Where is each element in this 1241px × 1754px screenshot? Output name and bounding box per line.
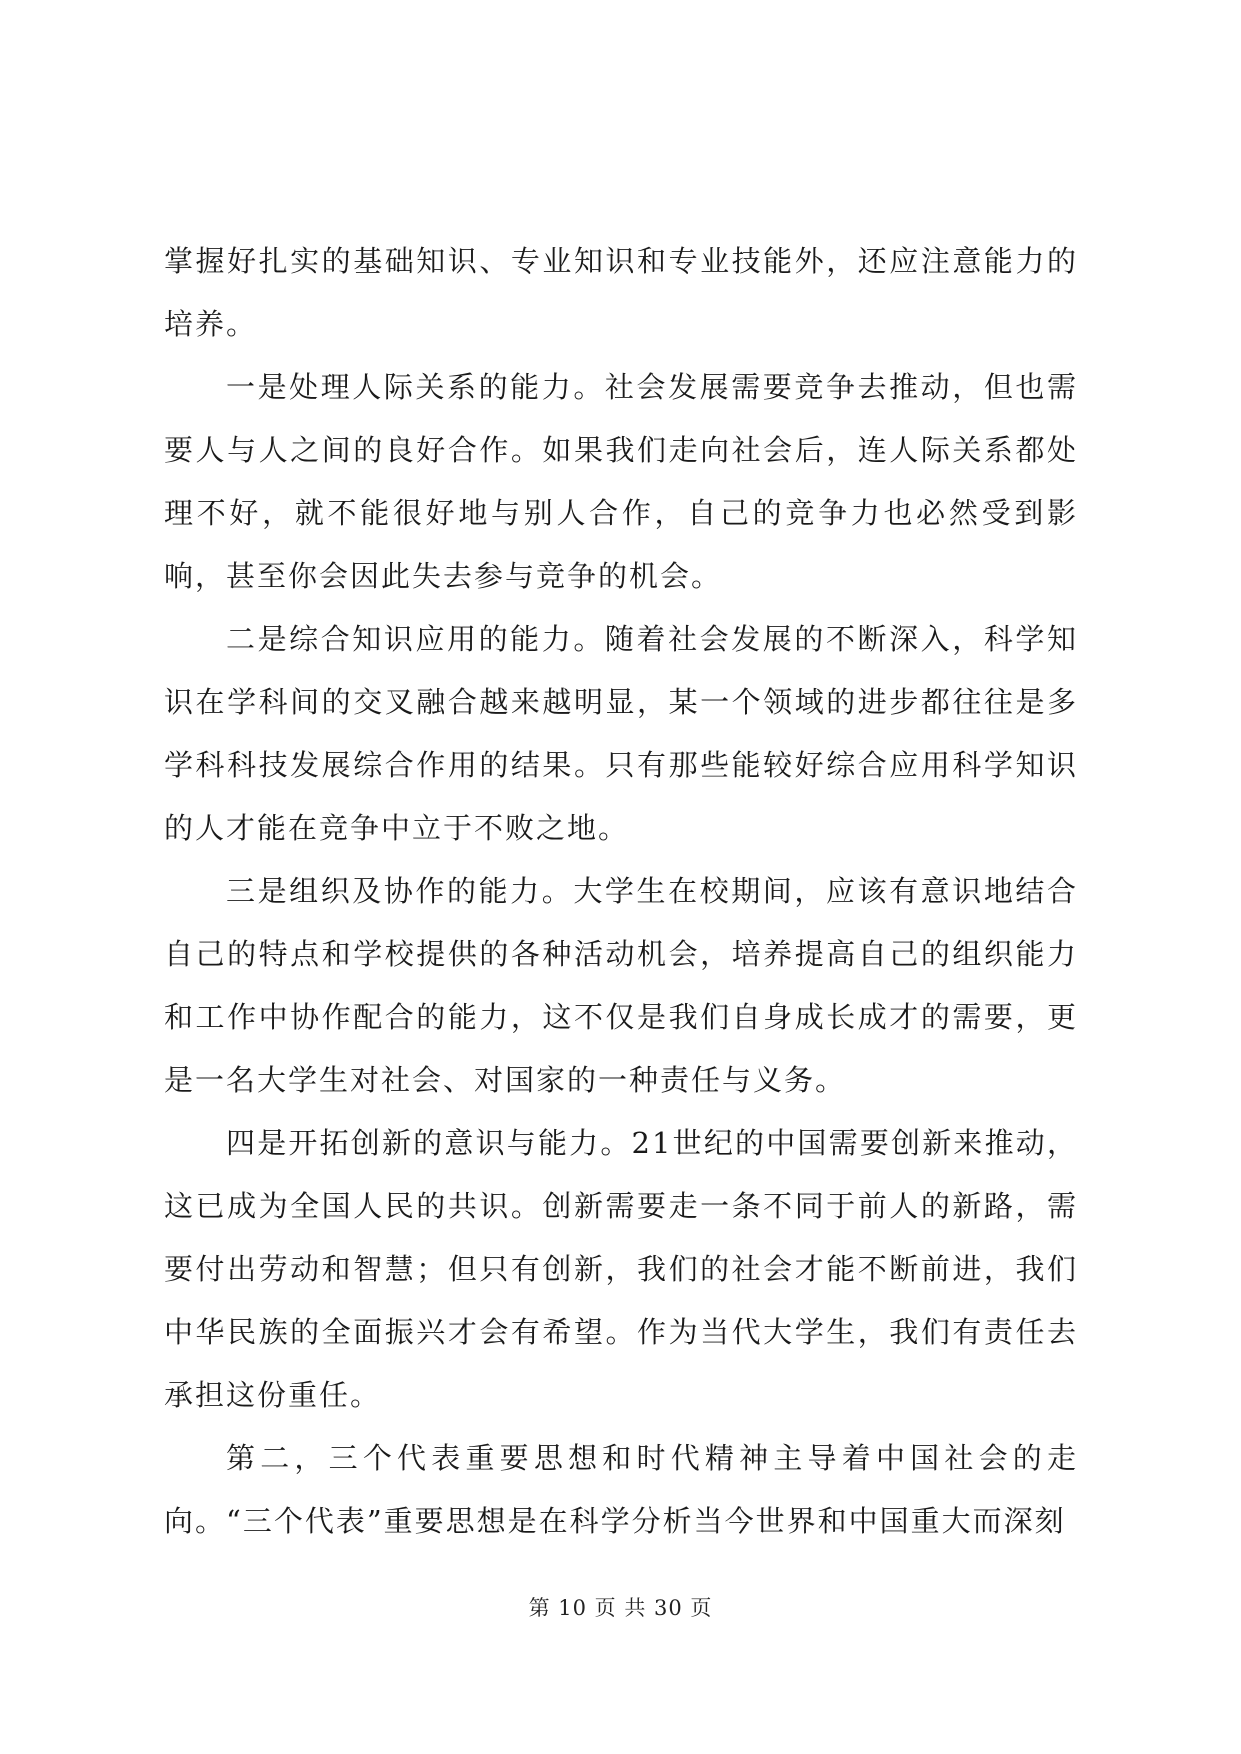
page-number-footer: 第 10 页 共 30 页 — [528, 1596, 713, 1620]
paragraph-ability-cultivation: 掌握好扎实的基础知识、专业知识和专业技能外，还应注意能力的培养。 — [164, 244, 1078, 341]
paragraph-three-represents: 第二，三个代表重要思想和时代精神主导着中国社会的走向。“三个代表”重要思想是在科学分析当今世界和中国重大而深刻 — [164, 1441, 1078, 1538]
paragraph-innovation-ability: 四是开拓创新的意识与能力。21世纪的中国需要创新来推动，这已成为全国人民的共识。创新需要走一条不同于前人的新路，需要付出劳动和智慧；但只有创新，我们的社会才能不断前进，我们中华民族的全面振兴才会有希望。作为当代大学生，我们有责任去承担这份重任。 — [164, 1126, 1078, 1412]
paragraph-knowledge-application: 二是综合知识应用的能力。随着社会发展的不断深入，科学知识在学科间的交叉融合越来越明显，某一个领域的进步都往往是多学科科技发展综合作用的结果。只有那些能较好综合应用科学知识的人才能在竞争中立于不败之地。 — [164, 622, 1078, 845]
paragraph-organization-cooperation: 三是组织及协作的能力。大学生在校期间，应该有意识地结合自己的特点和学校提供的各种活动机会，培养提高自己的组织能力和工作中协作配合的能力，这不仅是我们自身成长成才的需要，更是一名大学生对社会、对国家的一种责任与义务。 — [164, 874, 1078, 1097]
paragraph-interpersonal-ability: 一是处理人际关系的能力。社会发展需要竞争去推动，但也需要人与人之间的良好合作。如果我们走向社会后，连人际关系都处理不好，就不能很好地与别人合作，自己的竞争力也必然受到影响，甚至你会因此失去参与竞争的机会。 — [164, 370, 1078, 593]
document-body — [164, 230, 1078, 1553]
